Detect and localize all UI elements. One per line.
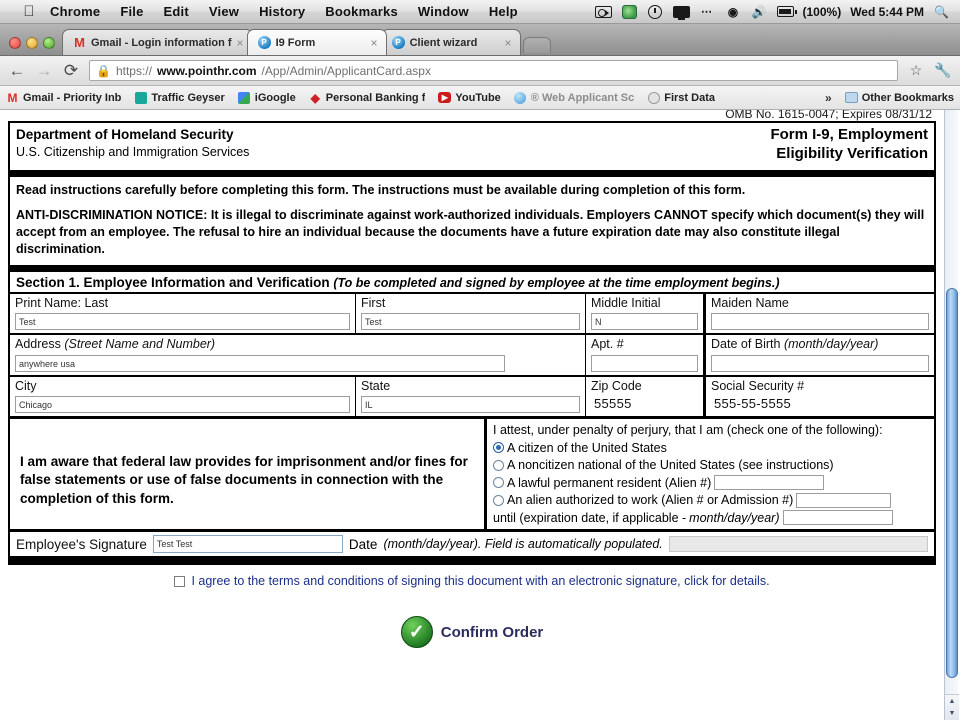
first-name-label: First [361, 296, 386, 310]
apple-logo-icon[interactable] [22, 4, 36, 20]
zip-input[interactable]: 55555 [591, 396, 698, 413]
i9-form-frame [8, 121, 936, 565]
electronic-signature-agreement-row [8, 565, 936, 588]
maiden-name-input[interactable] [711, 313, 929, 330]
divider-thick [10, 265, 934, 272]
maiden-name-label: Maiden Name [711, 296, 789, 310]
lock-icon: 🔒 [96, 63, 111, 78]
field-maiden-name [703, 294, 934, 333]
awareness-text: I am aware that federal law provides for imprisonment and/or fines for false statements or use of false documents in connection with the completion of this form. [20, 454, 468, 506]
site-icon: P [392, 36, 405, 49]
wrench-menu-icon[interactable]: 🔧 [934, 62, 952, 78]
agree-label[interactable]: I agree to the terms and conditions of signing this document with an electronic signature, click for details. [191, 574, 770, 589]
site-icon: P [258, 36, 271, 49]
radio-icon[interactable] [493, 442, 504, 453]
middle-initial-label: Middle Initial [591, 296, 661, 310]
city-input[interactable]: Chicago [15, 396, 350, 413]
battery-icon[interactable] [777, 5, 794, 19]
address-bar[interactable] [89, 60, 898, 81]
signature-row [10, 532, 934, 563]
state-input[interactable]: IL [361, 396, 580, 413]
field-ssn [703, 377, 934, 416]
traffic-geyser-icon [134, 91, 147, 104]
menu-item-help[interactable]: Help [488, 4, 518, 19]
ellipsis-icon[interactable]: ⋯ [701, 6, 713, 18]
field-dob [703, 335, 934, 374]
instructions-block [10, 177, 934, 266]
tab-gmail[interactable] [62, 29, 253, 55]
agency-subname: U.S. Citizenship and Immigration Services [16, 145, 250, 160]
tab-close-icon[interactable]: × [236, 35, 244, 50]
bookmark-label: First Data [664, 91, 715, 104]
bookmark-label: Gmail - Priority Inb [23, 91, 122, 104]
gmail-icon: M [74, 35, 85, 50]
state-label: State [361, 378, 391, 393]
dob-input[interactable] [711, 355, 929, 372]
anti-discrimination-text: ANTI-DISCRIMINATION NOTICE: It is illegal to discriminate against work-authorized individuals. Employers CANNOT specify which document(s) they will accept from an employee. The refusal to hire an individual because the documents have a future expiration date may also constitute illegal discrimination. [16, 208, 925, 257]
bookmark-gmail-priority[interactable] [6, 91, 121, 104]
apt-label: Apt. # [591, 337, 624, 352]
url-host: www.pointhr.com [156, 63, 257, 78]
bookmark-star-icon[interactable]: ☆ [909, 62, 923, 78]
other-bookmarks-label: Other Bookmarks [861, 91, 954, 104]
gmail-icon: M [7, 91, 18, 104]
confirm-order-label[interactable]: Confirm Order [440, 623, 544, 641]
address-label: Address (Street Name and Number) [15, 337, 216, 352]
section1-title: Section 1. Employee Information and Verification [16, 275, 330, 290]
field-address [10, 335, 585, 374]
form-title [770, 126, 928, 164]
page-scrollbar[interactable] [944, 110, 958, 720]
bookmark-label: Personal Banking f [325, 91, 426, 104]
apt-input[interactable] [591, 355, 698, 372]
signature-label: Employee's Signature [16, 536, 147, 552]
attestation-option-label: A lawful permanent resident (Alien #) [507, 475, 712, 490]
other-bookmarks-folder[interactable] [845, 91, 954, 104]
attestation-option-noncitizen-national[interactable] [493, 457, 928, 474]
attestation-intro: I attest, under penalty of perjury, that I am (check one of the following): [493, 423, 883, 438]
menu-item-bookmarks[interactable]: Bookmarks [325, 4, 398, 19]
time-machine-icon[interactable] [647, 5, 664, 19]
bookmark-youtube[interactable] [438, 91, 500, 104]
menu-item-window[interactable]: Window [417, 4, 469, 19]
tab-close-icon[interactable]: × [504, 35, 512, 50]
last-name-label: Print Name: Last [15, 296, 109, 310]
read-instructions-text: Read instructions carefully before completing this form. The instructions must be available during completion of this form. [16, 182, 746, 197]
menu-item-chrome[interactable]: Chrome [50, 4, 101, 19]
field-apt [585, 335, 703, 374]
igoogle-icon [238, 91, 251, 104]
form-header [10, 123, 934, 170]
first-name-input[interactable]: Test [361, 313, 580, 330]
radio-icon[interactable] [493, 495, 504, 506]
attestation-option-citizen[interactable] [493, 440, 928, 457]
new-tab-button[interactable] [523, 37, 551, 53]
dob-label: Date of Birth (month/day/year) [711, 337, 879, 352]
shield-icon: ◆ [310, 91, 320, 104]
bookmark-label: YouTube [455, 91, 501, 104]
radio-icon[interactable] [493, 477, 504, 488]
bookmarks-bar [0, 86, 960, 110]
attestation-option-label: A citizen of the United States [507, 440, 667, 455]
page-viewport [0, 110, 960, 720]
browser-toolbar [0, 56, 960, 86]
close-window-button[interactable] [9, 37, 21, 49]
attestation-row [10, 419, 934, 532]
circle-icon [647, 91, 660, 104]
menu-bar-clock[interactable]: Wed 5:44 PM [850, 4, 924, 19]
scrollbar-arrows[interactable] [945, 694, 959, 720]
scroll-up-arrow-icon[interactable]: ▲ [948, 697, 956, 705]
tab-i9-form[interactable] [247, 29, 387, 55]
field-zip [585, 377, 703, 416]
screen-capture-icon[interactable] [595, 5, 612, 19]
scrollbar-thumb[interactable] [946, 288, 958, 678]
bookmarks-bar-right [825, 91, 954, 105]
date-label: Date [348, 536, 378, 552]
folder-icon [845, 91, 858, 104]
globe-icon [514, 91, 527, 104]
section1-subtitle: (To be completed and signed by employee at the time employment begins.) [333, 276, 780, 290]
back-arrow-icon[interactable]: ← [8, 60, 26, 80]
wifi-icon[interactable]: ◉ [727, 4, 739, 19]
last-name-input[interactable]: Test [15, 313, 350, 330]
name-row [10, 294, 934, 335]
field-first-name [355, 294, 585, 333]
form-title-line1: Form I-9, Employment [770, 126, 928, 143]
admission-number-input[interactable] [796, 493, 891, 508]
attestation-option-permanent-resident[interactable] [493, 475, 928, 492]
menu-item-file[interactable]: File [120, 4, 144, 19]
until-label: until (expiration date, if applicable - [493, 510, 687, 525]
bookmark-traffic-geyser[interactable] [134, 91, 224, 104]
scroll-down-arrow-icon[interactable]: ▼ [948, 710, 956, 718]
omb-number: OMB No. 1615-0047; Expires 08/31/12 [725, 110, 932, 121]
chrome-browser-window [0, 24, 960, 720]
minimize-window-button[interactable] [26, 37, 38, 49]
field-state [355, 377, 585, 416]
agree-checkbox[interactable] [174, 576, 185, 587]
address-row [10, 335, 934, 376]
radio-icon[interactable] [493, 460, 504, 471]
menu-bar-status-area [595, 5, 951, 19]
macos-menu-bar [0, 0, 960, 24]
tab-strip [0, 24, 960, 56]
tab-title: I9 Form [275, 36, 316, 49]
bookmarks-overflow-icon[interactable]: » [825, 90, 832, 105]
bookmark-label: Traffic Geyser [151, 91, 225, 104]
dob-label-note: (month/day/year) [783, 337, 879, 352]
youtube-icon: ▶ [438, 91, 451, 104]
display-icon[interactable] [673, 5, 690, 19]
attestation-option-label: A noncitizen national of the United States (see instructions) [507, 458, 834, 473]
forward-arrow-icon[interactable]: → [35, 60, 53, 80]
bookmark-personal-banking[interactable] [309, 91, 426, 104]
zoom-window-button[interactable] [43, 37, 55, 49]
city-label: City [15, 378, 37, 393]
battery-percent-label: (100%) [802, 4, 842, 19]
field-middle-initial [585, 294, 703, 333]
attestation-block [484, 419, 934, 529]
expiration-date-row [493, 510, 928, 527]
agency-block [16, 126, 249, 161]
dropbox-icon[interactable] [621, 5, 638, 19]
i9-form-page [8, 110, 936, 720]
tab-title: Gmail - Login information f [91, 36, 232, 49]
address-label-note: (Street Name and Number) [64, 337, 216, 352]
until-label-italic: month/day/year) [689, 510, 780, 525]
confirm-order-button[interactable] [8, 616, 936, 648]
menu-item-history[interactable]: History [259, 4, 306, 19]
date-input [669, 536, 928, 552]
middle-initial-input[interactable]: N [591, 313, 698, 330]
window-controls [0, 37, 62, 55]
zip-label: Zip Code [591, 378, 642, 393]
form-title-line2: Eligibility Verification [776, 144, 928, 162]
divider-thick [10, 170, 934, 177]
tab-title: Client wizard [409, 36, 478, 49]
field-last-name [10, 294, 355, 333]
ssn-label: Social Security # [711, 378, 805, 393]
url-scheme: https:// [115, 63, 152, 78]
volume-icon[interactable]: 🔊 [751, 4, 767, 19]
signature-input[interactable]: Test Test [153, 535, 343, 553]
attestation-option-authorized-alien[interactable] [493, 492, 928, 509]
agency-name: Department of Homeland Security [16, 127, 234, 142]
section1-header [10, 272, 934, 294]
tab-client-wizard[interactable] [381, 29, 521, 55]
bookmark-first-data[interactable] [647, 91, 715, 104]
ssn-input[interactable]: 555-55-5555 [711, 396, 929, 413]
url-path: /App/Admin/ApplicantCard.aspx [261, 63, 431, 78]
bookmark-label: ® Web Applicant Sc [530, 91, 635, 104]
address-input[interactable]: anywhere usa [15, 355, 505, 372]
green-check-icon: ✓ [401, 616, 433, 648]
bookmark-igoogle[interactable] [238, 91, 296, 104]
attestation-option-label: An alien authorized to work (Alien # or Admission #) [507, 493, 794, 508]
tab-close-icon[interactable]: × [370, 35, 378, 50]
bookmark-web-applicant[interactable] [514, 91, 634, 104]
alien-number-input[interactable] [714, 475, 824, 490]
field-city [10, 377, 355, 416]
date-note: (month/day/year). Field is automatically populated. [383, 537, 663, 552]
spotlight-search-icon[interactable]: 🔍 [934, 4, 949, 19]
expiration-date-input[interactable] [783, 510, 893, 525]
menu-item-view[interactable]: View [208, 4, 240, 19]
menu-item-edit[interactable]: Edit [163, 4, 189, 19]
city-state-row [10, 377, 934, 419]
bookmark-label: iGoogle [254, 91, 296, 104]
reload-icon[interactable]: ⟳ [63, 60, 79, 80]
